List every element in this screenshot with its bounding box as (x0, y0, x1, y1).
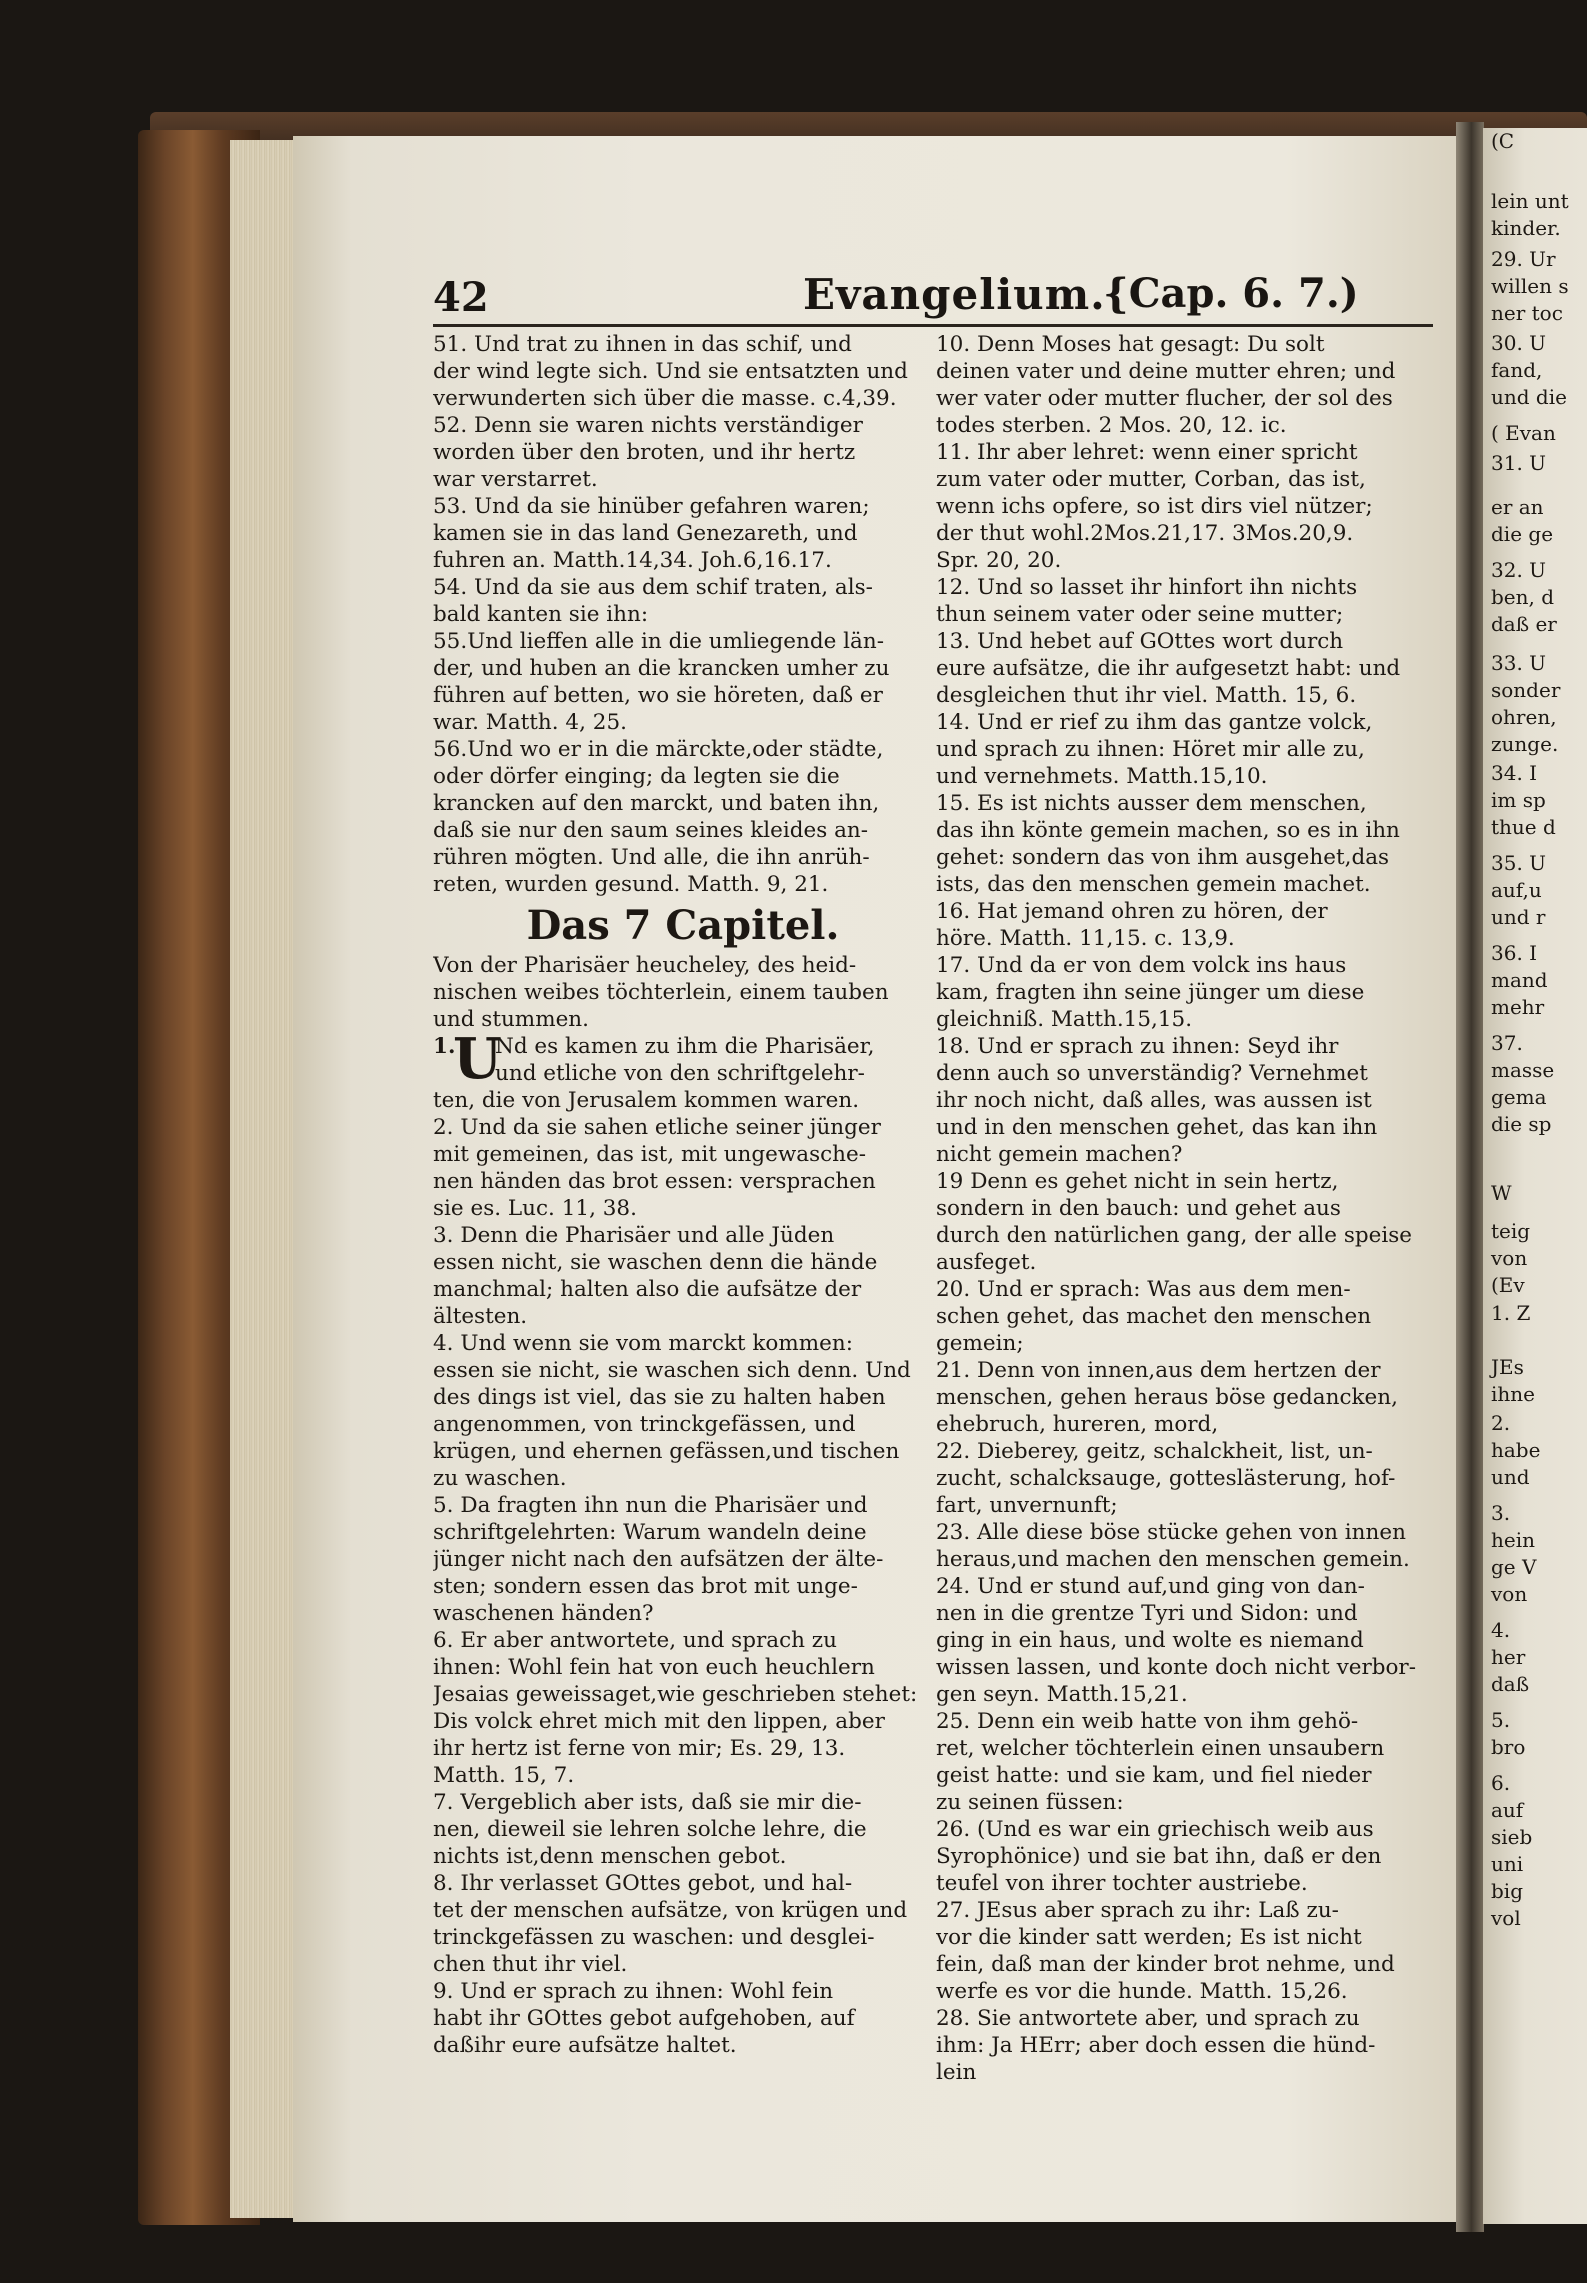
text-line: todes sterben. 2 Mos. 20, 12. ic. (936, 413, 1287, 438)
next-page-text-fragment: thue d (1491, 815, 1556, 839)
text-line: angenommen, von trinckgefässen, und (433, 1412, 856, 1437)
text-line: Matth. 15, 7. (433, 1763, 575, 1788)
chapter-7-verses (433, 1087, 933, 2059)
text-line: kam, fragten ihn seine jünger um diese (936, 980, 1365, 1005)
next-page-fragment (1483, 128, 1587, 2224)
text-line: denn auch so unverständig? Vernehmet (936, 1061, 1368, 1086)
text-line: sondern in den bauch: und gehet aus (936, 1196, 1341, 1221)
text-line: essen nicht, sie waschen denn die hände (433, 1250, 878, 1275)
text-line: sten; sondern essen das brot mit unge- (433, 1574, 858, 1599)
text-line: und sprach zu ihnen: Höret mir alle zu, (936, 737, 1365, 762)
text-line: 16. Hat jemand ohren zu hören, der (936, 899, 1328, 924)
text-line: das ihn könte gemein machen, so es in ihn (936, 818, 1400, 843)
text-line: vor die kinder satt werden; Es ist nicht (936, 1925, 1362, 1950)
text-line: 15. Es ist nichts ausser dem menschen, (936, 791, 1367, 816)
text-line: ihnen: Wohl fein hat von euch heuchlern (433, 1655, 875, 1680)
text-line: ehebruch, hureren, mord, (936, 1412, 1219, 1437)
next-page-text-fragment: ohren, (1491, 705, 1557, 729)
next-page-text-fragment: 32. U (1491, 558, 1547, 582)
text-line: jünger nicht nach den aufsätzen der älte- (433, 1547, 884, 1572)
drop-cap: U (453, 1026, 502, 1092)
text-line: krancken auf den marckt, und baten ihn, (433, 791, 880, 816)
text-line: 14. Und er rief zu ihm das gantze volck, (936, 710, 1373, 735)
next-page-text-fragment: masse (1491, 1058, 1555, 1082)
text-line: lein (936, 2060, 977, 2085)
next-page-text-fragment: 35. U (1491, 851, 1547, 875)
next-page-text-fragment: fand, (1491, 358, 1543, 382)
next-page-text-fragment: her (1491, 1645, 1526, 1669)
next-page-text-fragment: 30. U (1491, 331, 1547, 355)
text-line: 18. Und er sprach zu ihnen: Seyd ihr (936, 1034, 1339, 1059)
next-page-text-fragment: und r (1491, 905, 1546, 929)
text-line: manchmal; halten also die aufsätze der (433, 1277, 862, 1302)
text-line: 19 Denn es gehet nicht in sein hertz, (936, 1169, 1339, 1194)
next-page-text-fragment: auf,u (1491, 878, 1542, 902)
next-page-text-fragment: und (1491, 1465, 1530, 1489)
text-line: gen seyn. Matth.15,21. (936, 1682, 1188, 1707)
next-page-text-fragment: lein unt (1491, 189, 1569, 213)
text-line: 25. Denn ein weib hatte von ihm gehö- (936, 1709, 1359, 1734)
text-line: zu waschen. (433, 1466, 567, 1491)
text-line: 51. Und trat zu ihnen in das schif, und (433, 332, 852, 357)
text-line: 12. Und so lasset ihr hinfort ihn nichts (936, 575, 1358, 600)
running-title: Evangelium. (803, 270, 1106, 319)
next-page-text-fragment: sonder (1491, 678, 1561, 702)
text-line: rühren mögten. Und alle, die ihn anrüh- (433, 845, 870, 870)
text-line: schen gehet, das machet den menschen (936, 1304, 1372, 1329)
text-line: Nd es kamen zu ihm die Pharisäer, (495, 1034, 875, 1059)
text-line: 55.Und lieffen alle in die umliegende län- (433, 629, 884, 654)
text-line: 22. Dieberey, geitz, schalckheit, list, un- (936, 1439, 1373, 1464)
next-page-text-fragment: 34. I (1491, 761, 1538, 785)
next-page-text-fragment: willen s (1491, 274, 1569, 298)
text-line: 24. Und er stund auf,und ging von dan- (936, 1574, 1365, 1599)
text-line: waschenen händen? (433, 1601, 654, 1626)
text-line: führen auf betten, wo sie höreten, daß er (433, 683, 883, 708)
text-line: der thut wohl.2Mos.21,17. 3Mos.20,9. (936, 521, 1354, 546)
text-line: menschen, gehen heraus böse gedancken, (936, 1385, 1398, 1410)
next-page-text-fragment: im sp (1491, 788, 1546, 812)
text-line: ists, das den menschen gemein machet. (936, 872, 1371, 897)
book (138, 112, 1587, 2232)
text-line: reten, wurden gesund. Matth. 9, 21. (433, 872, 829, 897)
text-line: habt ihr GOttes gebot aufgehoben, auf (433, 2006, 855, 2031)
text-line: zu seinen füssen: (936, 1790, 1124, 1815)
next-page-text-fragment: 36. I (1491, 941, 1538, 965)
next-page-text-fragment: mehr (1491, 995, 1545, 1019)
text-line: deinen vater und deine mutter ehren; und (936, 359, 1396, 384)
text-line: sie es. Luc. 11, 38. (433, 1196, 637, 1221)
chapter-7-verses-continued (936, 331, 1446, 2086)
text-line: ausfeget. (936, 1250, 1037, 1275)
text-line: worden über den broten, und ihr hertz (433, 440, 856, 465)
text-line: 26. (Und es war ein griechisch weib aus (936, 1817, 1374, 1842)
next-page-text-fragment: von (1491, 1246, 1528, 1270)
text-line: 8. Ihr verlasset GOttes gebot, und hal- (433, 1871, 853, 1896)
text-line: Dis volck ehret mich mit den lippen, aber (433, 1709, 885, 1734)
text-line: und etliche von den schriftgelehr- (495, 1061, 865, 1086)
text-line: essen sie nicht, sie waschen sich denn. Und (433, 1358, 911, 1383)
text-line: wer vater oder mutter flucher, der sol des (936, 386, 1393, 411)
next-page-text-fragment: sieb (1491, 1825, 1533, 1849)
text-line: Syrophönice) und sie bat ihn, daß er den (936, 1844, 1382, 1869)
text-line: 10. Denn Moses hat gesagt: Du solt (936, 332, 1325, 357)
text-line: 56.Und wo er in die märckte,oder städte, (433, 737, 884, 762)
text-line: teufel von ihrer tochter austriebe. (936, 1871, 1308, 1896)
text-line: ihr noch nicht, daß alles, was aussen ist (936, 1088, 1372, 1113)
text-line: 4. Und wenn sie vom marckt kommen: (433, 1331, 853, 1356)
text-line: 23. Alle diese böse stücke gehen von innen (936, 1520, 1406, 1545)
text-line: krügen, und ehernen gefässen,und tischen (433, 1439, 900, 1464)
text-line: 7. Vergeblich aber ists, daß sie mir die- (433, 1790, 862, 1815)
text-line: gehet: sondern das von ihm ausgehet,das (936, 845, 1390, 870)
text-line: eure aufsätze, die ihr aufgesetzt habt: und (936, 656, 1401, 681)
text-line: fein, daß man der kinder brot nehme, und (936, 1952, 1395, 1977)
text-line: und vernehmets. Matth.15,10. (936, 764, 1268, 789)
text-line: nen händen das brot essen: versprachen (433, 1169, 876, 1194)
text-line: kamen sie in das land Genezareth, und (433, 521, 858, 546)
next-page-text-fragment: und die (1491, 385, 1567, 409)
left-page (293, 136, 1461, 2222)
next-page-text-fragment: habe (1491, 1438, 1541, 1462)
next-page-text-fragment: JEs (1491, 1355, 1524, 1379)
text-line: 54. Und da sie aus dem schif traten, als- (433, 575, 873, 600)
text-line: 17. Und da er von dem volck ins haus (936, 953, 1347, 978)
text-line: thun seinem vater oder seine mutter; (936, 602, 1344, 627)
next-page-text-fragment: auf (1491, 1798, 1524, 1822)
page-header (293, 264, 1461, 324)
text-line: Von der Pharisäer heucheley, des heid- (433, 953, 857, 978)
next-page-text-fragment: 1. Z (1491, 1301, 1531, 1325)
next-page-text-fragment: von (1491, 1582, 1528, 1606)
text-line: 52. Denn sie waren nichts verständiger (433, 413, 863, 438)
text-line: wenn ichs opfere, so ist dirs viel nützer; (936, 494, 1373, 519)
chapter-heading: Das 7 Capitel. (526, 902, 840, 949)
text-line: desgleichen thut ihr viel. Matth. 15, 6. (936, 683, 1357, 708)
text-line: 53. Und da sie hinüber gefahren waren; (433, 494, 870, 519)
text-line: heraus,und machen den menschen gemein. (936, 1547, 1410, 1572)
next-page-text-fragment: ihne (1491, 1382, 1535, 1406)
text-line: daßihr eure aufsätze haltet. (433, 2033, 737, 2058)
chapter-reference: {Cap. 6. 7.) (1103, 270, 1359, 317)
text-line: höre. Matth. 11,15. c. 13,9. (936, 926, 1235, 951)
text-line: nen in die grentze Tyri und Sidon: und (936, 1601, 1358, 1626)
text-line: nischen weibes töchterlein, einem tauben (433, 980, 889, 1005)
text-line: war verstarret. (433, 467, 598, 492)
next-page-text-fragment: zunge. (1491, 732, 1559, 756)
text-line: trinckgefässen zu waschen: und desglei- (433, 1925, 875, 1950)
text-line: Spr. 20, 20. (936, 548, 1062, 573)
next-page-text-fragment: 6. (1491, 1771, 1511, 1795)
next-page-text-fragment: vol (1491, 1906, 1521, 1930)
left-text-column (433, 331, 933, 2059)
next-page-text-fragment: die sp (1491, 1112, 1552, 1136)
next-page-text-fragment: 33. U (1491, 651, 1547, 675)
text-line: wissen lassen, und konte doch nicht verbor- (936, 1655, 1416, 1680)
next-page-text-fragment: 5. (1491, 1708, 1511, 1732)
next-page-text-fragment: ner toc (1491, 301, 1563, 325)
text-line: geist hatte: und sie kam, und fiel nieder (936, 1763, 1372, 1788)
text-line: verwunderten sich über die masse. c.4,39. (433, 386, 897, 411)
text-line: 27. JEsus aber sprach zu ihr: Laß zu- (936, 1898, 1339, 1923)
next-page-text-fragment: gema (1491, 1085, 1547, 1109)
text-line: ging in ein haus, und wolte es niemand (936, 1628, 1364, 1653)
next-page-text-fragment: daß (1491, 1672, 1530, 1696)
next-page-text-fragment: hein (1491, 1528, 1535, 1552)
next-page-text-fragment: die ge (1491, 522, 1554, 546)
text-line: zucht, schalcksauge, gotteslästerung, hof- (936, 1466, 1396, 1491)
book-gutter (1456, 122, 1484, 2232)
text-line: des dings ist viel, das sie zu halten haben (433, 1385, 886, 1410)
text-line: 11. Ihr aber lehret: wenn einer spricht (936, 440, 1358, 465)
text-line: ihm: Ja HErr; aber doch essen die hünd- (936, 2033, 1376, 2058)
text-line: zum vater oder mutter, Corban, das ist, (936, 467, 1366, 492)
text-line: ten, die von Jerusalem kommen waren. (433, 1088, 860, 1113)
next-page-text-fragment: teig (1491, 1219, 1531, 1243)
text-line: 5. Da fragten ihn nun die Pharisäer und (433, 1493, 868, 1518)
next-page-text-fragment: uni (1491, 1852, 1524, 1876)
text-line: nen, dieweil sie lehren solche lehre, die (433, 1817, 867, 1842)
text-line: schriftgelehrten: Warum wandeln deine (433, 1520, 867, 1545)
next-page-text-fragment: 2. (1491, 1411, 1511, 1435)
next-page-text-fragment: 3. (1491, 1501, 1511, 1525)
text-line: und stummen. (433, 1007, 589, 1032)
text-line: 21. Denn von innen,aus dem hertzen der (936, 1358, 1381, 1383)
text-line: gemein; (936, 1331, 1024, 1356)
verse-1-block (433, 1026, 933, 1092)
next-page-text-fragment: daß er (1491, 612, 1557, 636)
page-number: 42 (433, 274, 489, 321)
text-line: der wind legte sich. Und sie entsatzten und (433, 359, 908, 384)
text-line: mit gemeinen, das ist, mit ungewasche- (433, 1142, 867, 1167)
text-line: 2. Und da sie sahen etliche seiner jünger (433, 1115, 881, 1140)
text-line: 13. Und hebet auf GOttes wort durch (936, 629, 1344, 654)
next-page-text-fragment: kinder. (1491, 216, 1561, 240)
text-line: fuhren an. Matth.14,34. Joh.6,16.17. (433, 548, 832, 573)
next-page-text-fragment: (C (1491, 129, 1515, 153)
text-line: 6. Er aber antwortete, und sprach zu (433, 1628, 837, 1653)
chapter-summary (433, 952, 933, 1033)
text-line: werfe es vor die hunde. Matth. 15,26. (936, 1979, 1348, 2004)
next-page-text-fragment: ( Evan (1491, 421, 1556, 445)
text-line: fart, unvernunft; (936, 1493, 1118, 1518)
next-page-text-fragment: 29. Ur (1491, 247, 1556, 271)
text-line: und in den menschen gehet, das kan ihn (936, 1115, 1378, 1140)
text-line: daß sie nur den saum seines kleides an- (433, 818, 868, 843)
text-line: 28. Sie antwortete aber, und sprach zu (936, 2006, 1360, 2031)
text-line: der, und huben an die krancken umher zu (433, 656, 890, 681)
text-line: oder dörfer einging; da legten sie die (433, 764, 840, 789)
text-line: 9. Und er sprach zu ihnen: Wohl fein (433, 1979, 834, 2004)
text-line: 20. Und er sprach: Was aus dem men- (936, 1277, 1351, 1302)
text-line: ret, welcher töchterlein einen unsaubern (936, 1736, 1385, 1761)
chapter-6-verses (433, 331, 933, 898)
page-edges (230, 140, 294, 2218)
text-line: Jesaias geweissaget,wie geschrieben stehet: (433, 1682, 918, 1707)
right-text-column (936, 331, 1446, 2086)
text-line: bald kanten sie ihn: (433, 602, 649, 627)
text-line: ihr hertz ist ferne von mir; Es. 29, 13. (433, 1736, 846, 1761)
text-line: tet der menschen aufsätze, von krügen und (433, 1898, 908, 1923)
next-page-text-fragment: 37. (1491, 1031, 1523, 1055)
next-page-text-fragment: 4. (1491, 1618, 1511, 1642)
next-page-text-fragment: W (1491, 1181, 1512, 1205)
next-page-text-fragment: big (1491, 1879, 1524, 1903)
header-rule (433, 324, 1433, 327)
next-page-text-fragment: ben, d (1491, 585, 1555, 609)
next-page-text-fragment: ge V (1491, 1555, 1537, 1579)
text-line: ältesten. (433, 1304, 528, 1329)
text-line: 3. Denn die Pharisäer und alle Jüden (433, 1223, 835, 1248)
next-page-text-fragment: mand (1491, 968, 1548, 992)
text-line: nicht gemein machen? (936, 1142, 1183, 1167)
text-line: gleichniß. Matth.15,15. (936, 1007, 1193, 1032)
text-line: war. Matth. 4, 25. (433, 710, 627, 735)
verse-1-number: 1. (433, 1034, 456, 1059)
next-page-text-fragment: er an (1491, 495, 1544, 519)
next-page-text-fragment: 31. U (1491, 451, 1547, 475)
text-line: durch den natürlichen gang, der alle speise (936, 1223, 1412, 1248)
text-line: nichts ist,denn menschen gebot. (433, 1844, 787, 1869)
next-page-text-fragment: bro (1491, 1735, 1526, 1759)
next-page-text-fragment: (Ev (1491, 1273, 1525, 1297)
text-line: chen thut ihr viel. (433, 1952, 628, 1977)
